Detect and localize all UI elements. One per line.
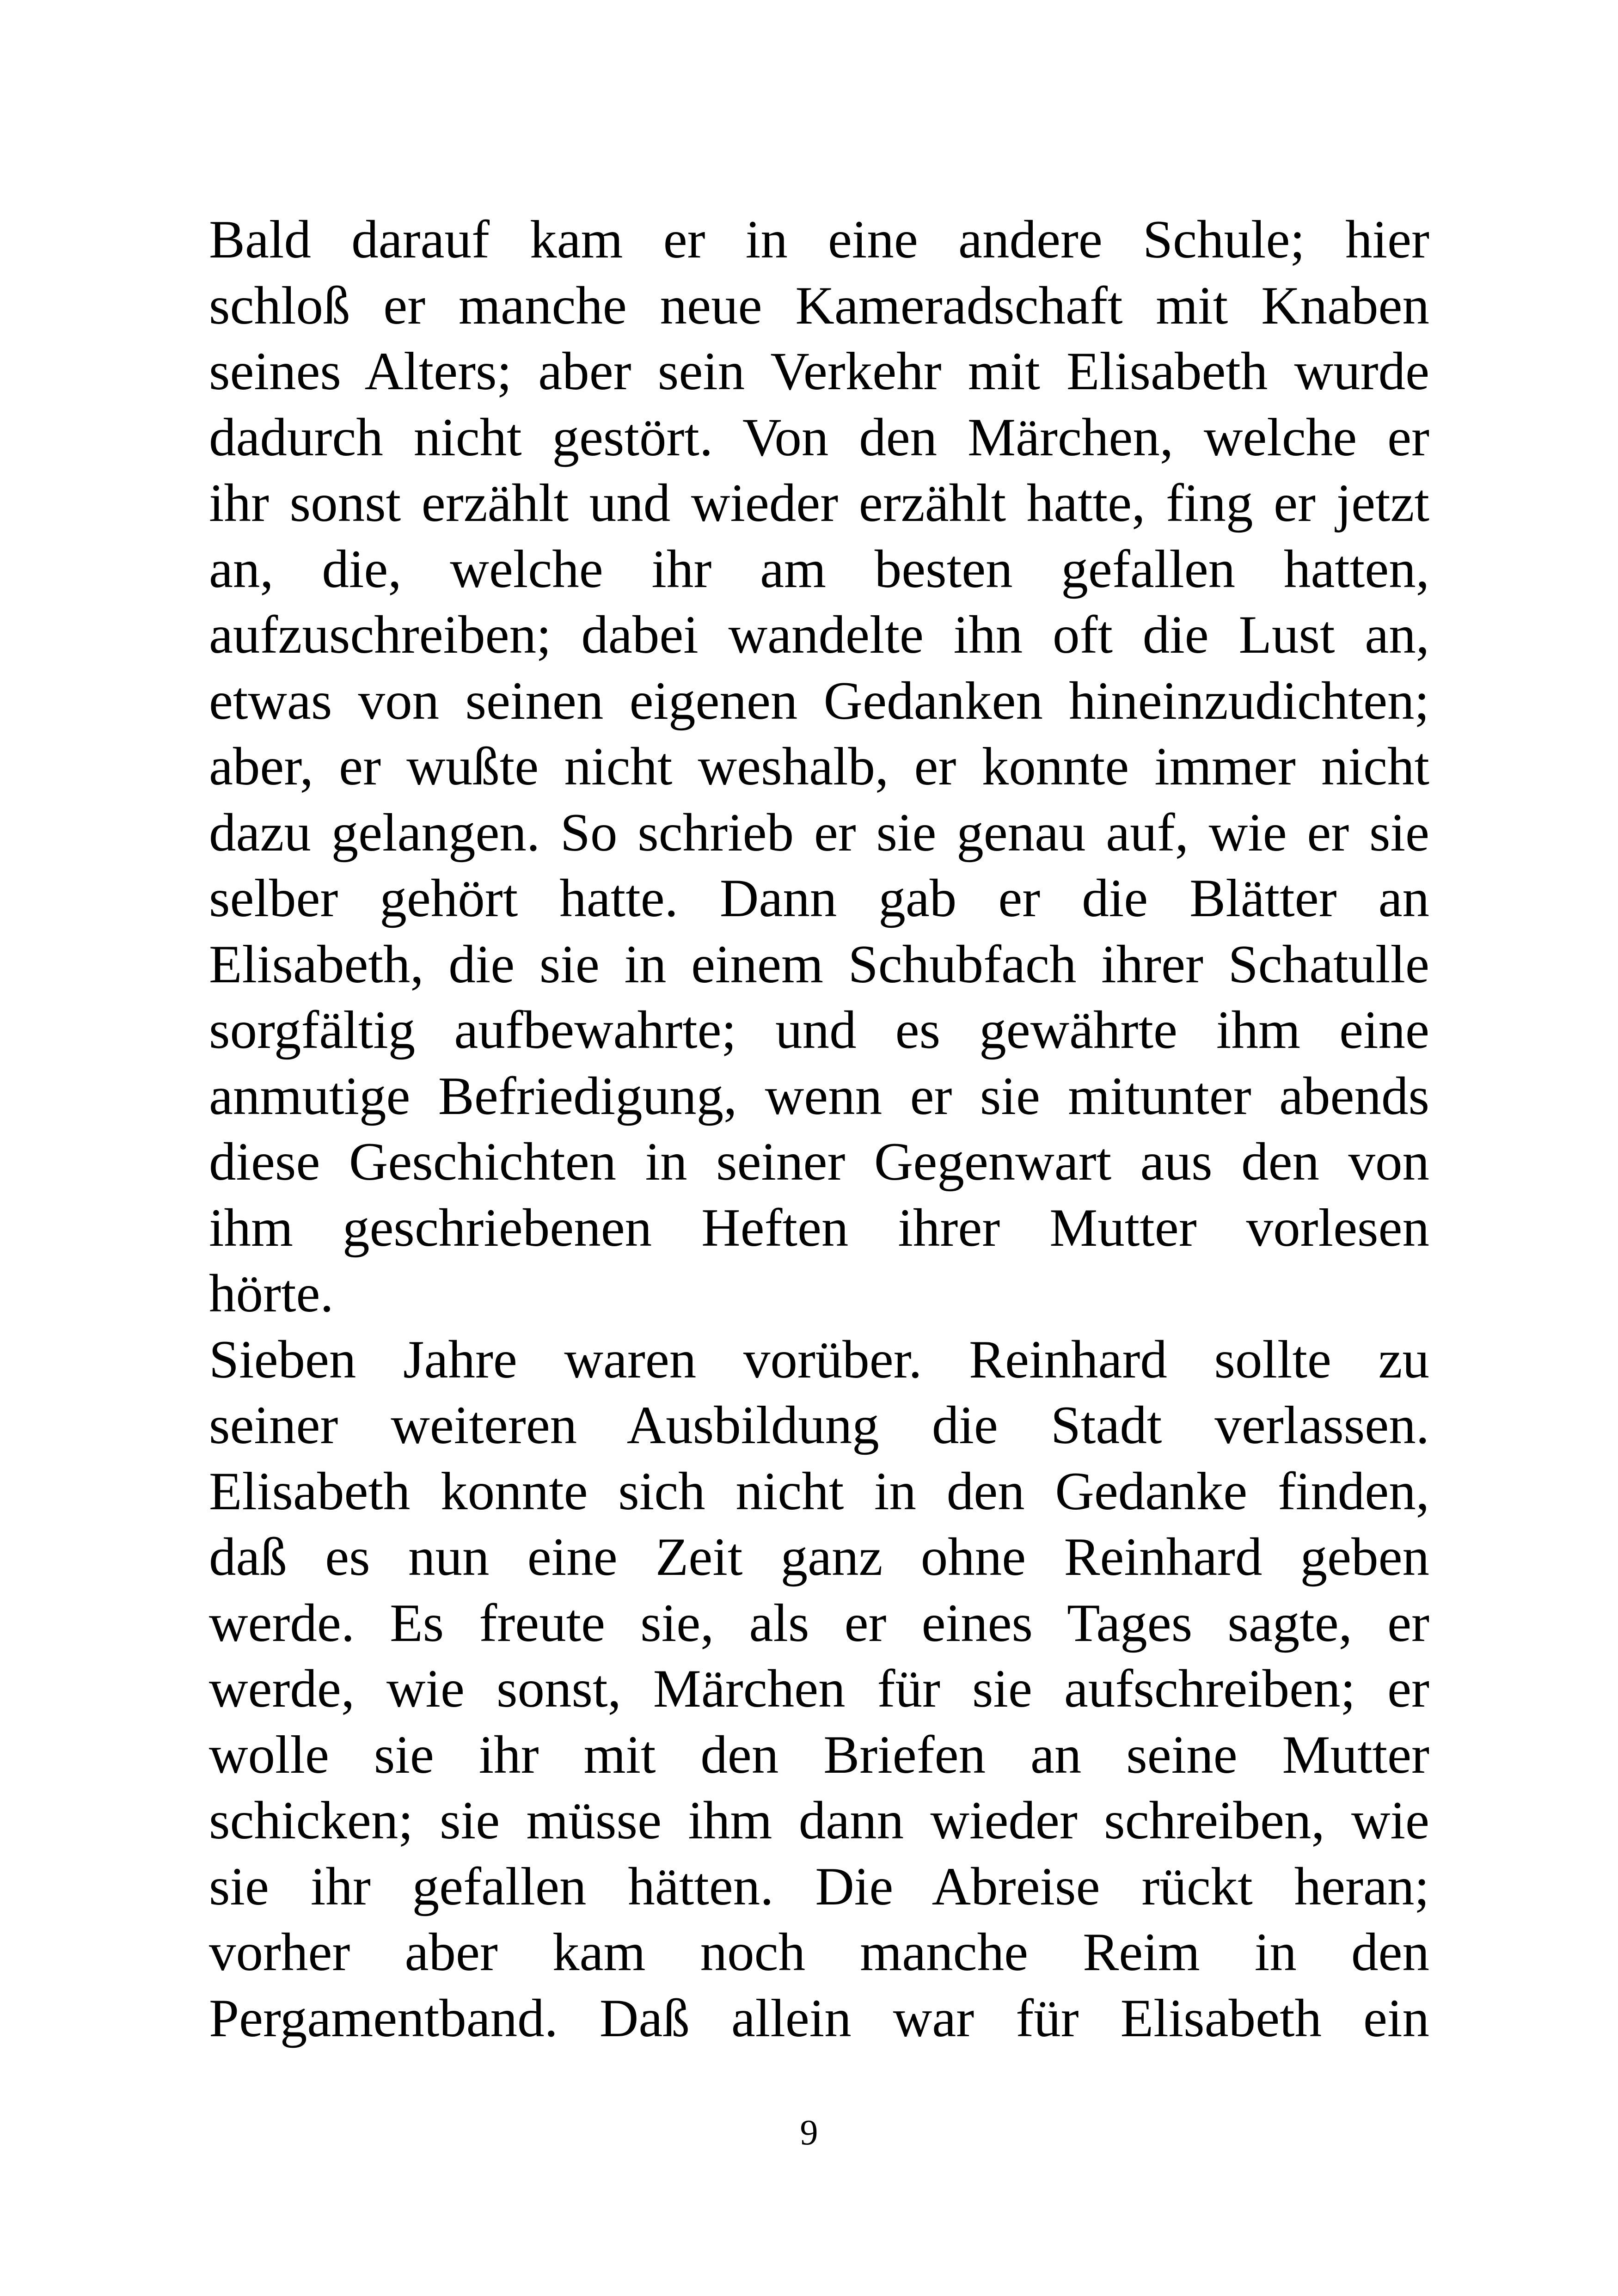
text-line: vorher aber kam noch manche Reim in den xyxy=(209,1923,1429,1982)
text-line: ihr sonst erzählt und wieder erzählt hatte, fing er jetzt xyxy=(209,473,1429,533)
text-line: Bald darauf kam er in eine andere Schule; hier xyxy=(209,210,1429,269)
text-line: schloß er manche neue Kameradschaft mit Knaben xyxy=(209,276,1429,336)
paragraph-2 xyxy=(209,1327,1429,2052)
text-line: daß es nun eine Zeit ganz ohne Reinhard geben xyxy=(209,1527,1429,1587)
text-line: sie ihr gefallen hätten. Die Abreise rückt heran; xyxy=(209,1856,1429,1916)
text-line: werde. Es freute sie, als er eines Tages sagte, er xyxy=(209,1593,1429,1653)
text-line: anmutige Befriedigung, wenn er sie mitunter abends xyxy=(209,1066,1429,1126)
text-line: Sieben Jahre waren vorüber. Reinhard sollte zu xyxy=(209,1329,1429,1390)
text-line: aber, er wußte nicht weshalb, er konnte immer nicht xyxy=(209,737,1429,796)
text-line: Pergamentband. Daß allein war für Elisabeth ein xyxy=(209,1988,1429,2048)
text-line: dadurch nicht gestört. Von den Märchen, welche er xyxy=(209,407,1429,467)
text-line: selber gehört hatte. Dann gab er die Blätter an xyxy=(209,869,1429,928)
text-line: Elisabeth konnte sich nicht in den Gedanke finden, xyxy=(209,1461,1429,1521)
text-line: hörte. xyxy=(209,1264,334,1323)
page-number: 9 xyxy=(800,2112,818,2152)
text-line: sorgfältig aufbewahrte; und es gewährte ihm eine xyxy=(209,1000,1429,1060)
text-line: ihm geschriebenen Heften ihrer Mutter vorlesen xyxy=(209,1198,1429,1258)
paragraph-1 xyxy=(209,207,1429,1327)
text-line: seiner weiteren Ausbildung die Stadt verlassen. xyxy=(209,1396,1429,1455)
text-line: seines Alters; aber sein Verkehr mit Elisabeth wurde xyxy=(209,342,1429,401)
text-line: an, die, welche ihr am besten gefallen hatten, xyxy=(209,539,1429,599)
body-text xyxy=(209,207,1429,2051)
text-line: dazu gelangen. So schrieb er sie genau auf, wie er sie xyxy=(209,802,1429,863)
text-line: diese Geschichten in seiner Gegenwart aus den von xyxy=(209,1132,1429,1192)
text-line: schicken; sie müsse ihm dann wieder schreiben, wie xyxy=(209,1791,1429,1850)
text-line: wolle sie ihr mit den Briefen an seine Mutter xyxy=(209,1725,1429,1785)
text-line: Elisabeth, die sie in einem Schubfach ihrer Schatulle xyxy=(209,934,1429,994)
text-line: aufzuschreiben; dabei wandelte ihn oft die Lust an, xyxy=(209,605,1429,665)
text-line: werde, wie sonst, Märchen für sie aufschreiben; er xyxy=(209,1659,1429,1719)
text-line: etwas von seinen eigenen Gedanken hineinzudichten; xyxy=(209,671,1429,731)
